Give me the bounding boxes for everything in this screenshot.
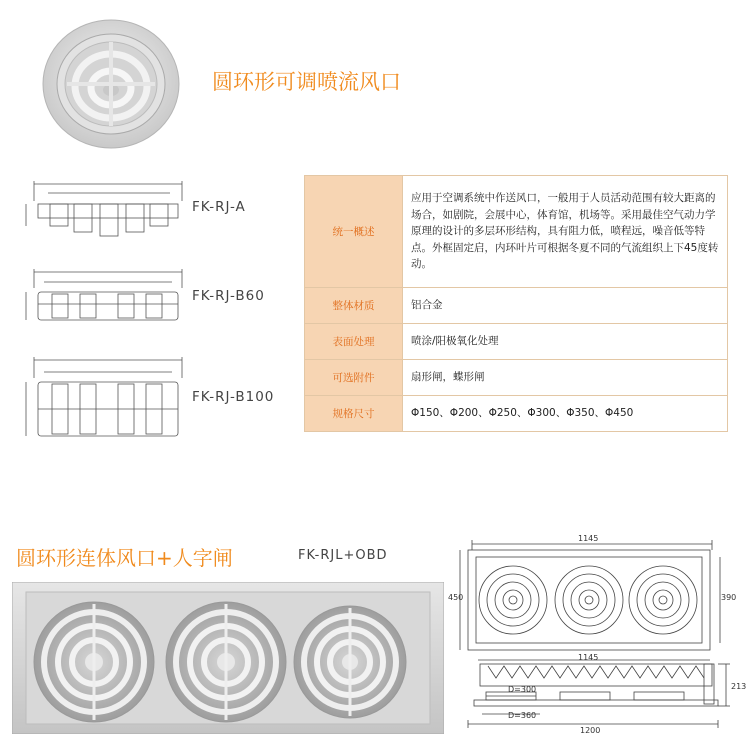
- spec-value: 应用于空调系统中作送风口，一般用于人员活动范围有较大距离的场合，如剧院，会展中心，体育馆，机场等。采用最佳空气动力学原理的设计的多层环形结构，具有阻力低，喷程远，噪音低等特点。外框固定启，内环叶片可根据冬夏不同的气流组织上下45度转动。: [403, 176, 728, 288]
- table-row: [305, 360, 728, 396]
- second-title: 圆环形连体风口+人字闸: [16, 546, 233, 570]
- spec-value: Φ150、Φ200、Φ250、Φ300、Φ350、Φ450: [403, 396, 728, 432]
- spec-value: 铝合金: [403, 288, 728, 324]
- dim-d1: D=300: [508, 685, 537, 694]
- model-rj-a: FK-RJ-A: [192, 199, 246, 215]
- table-row: [305, 176, 728, 288]
- table-row: [305, 396, 728, 432]
- round-diffuser-photo: [40, 14, 182, 150]
- spec-label: 规格尺寸: [305, 396, 403, 432]
- table-row: [305, 288, 728, 324]
- spec-value: 喷涂/阳极氧化处理: [403, 324, 728, 360]
- spec-value: 扇形闸，蝶形闸: [403, 360, 728, 396]
- table-row: [305, 324, 728, 360]
- spec-label: 表面处理: [305, 324, 403, 360]
- dim-right-height: 390: [721, 593, 737, 602]
- spec-label: 整体材质: [305, 288, 403, 324]
- drawing-rj-b60: [22, 266, 192, 326]
- dim-left-height: 450: [448, 593, 464, 602]
- drawing-rj-a: [22, 176, 192, 238]
- dim-top-width: 1145: [578, 534, 599, 543]
- dim-bottom-width: 1145: [578, 653, 599, 662]
- triple-diffuser-drawing: [448, 530, 747, 738]
- drawing-rj-b100: [22, 352, 192, 442]
- model-rj-b60: FK-RJ-B60: [192, 288, 265, 304]
- model-rj-b100: FK-RJ-B100: [192, 389, 275, 405]
- triple-diffuser-photo: [12, 582, 444, 734]
- spec-label: 可选附件: [305, 360, 403, 396]
- main-title: 圆环形可调喷流风口: [212, 70, 401, 94]
- spec-label: 统一概述: [305, 176, 403, 288]
- dim-total-width: 1200: [580, 726, 601, 735]
- dim-d2: D=360: [508, 711, 537, 720]
- second-model: FK-RJL+OBD: [298, 548, 388, 563]
- spec-table: [304, 175, 728, 432]
- dim-side-height: 213: [731, 682, 747, 691]
